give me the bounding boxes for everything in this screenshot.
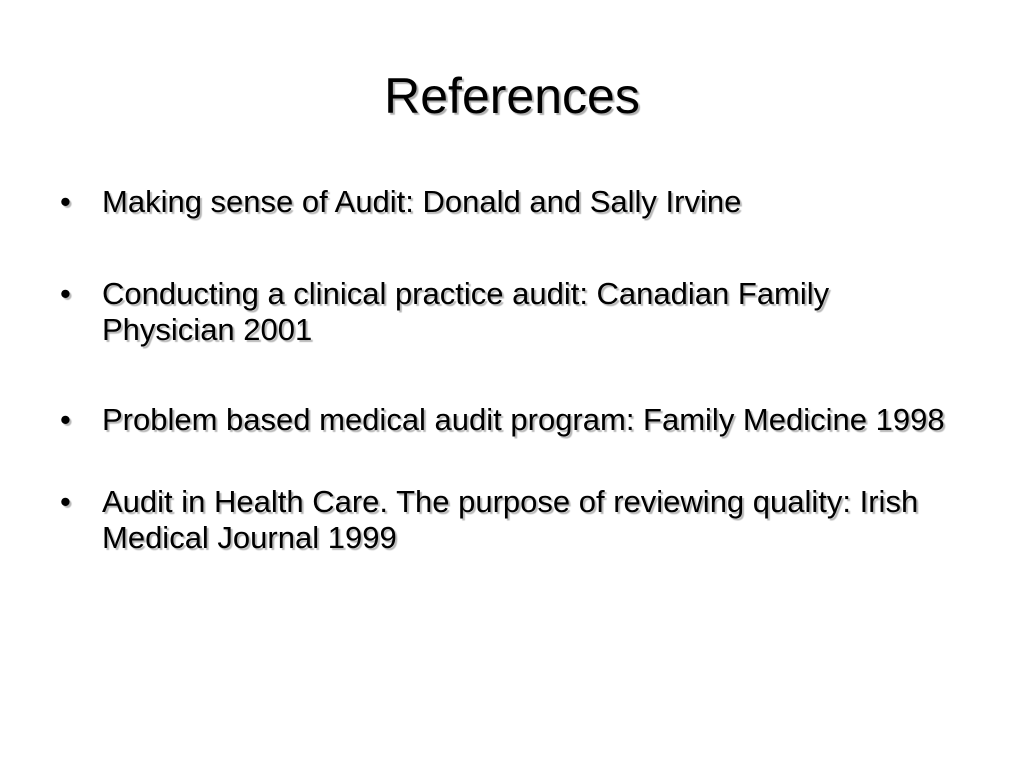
slide-title: References — [384, 68, 640, 124]
bullet-icon: • — [60, 184, 71, 219]
bullet-icon: • — [60, 484, 71, 519]
reference-item — [60, 184, 960, 220]
reference-text: Problem based medical audit program: Family Medicine 1998 — [102, 402, 945, 437]
reference-text: Audit in Health Care. The purpose of reviewing quality: Irish Medical Journal 1999 — [102, 484, 919, 555]
reference-item — [60, 402, 960, 438]
reference-text: Conducting a clinical practice audit: Canadian Family Physician 2001 — [102, 276, 830, 347]
reference-item — [60, 276, 960, 348]
reference-item — [60, 484, 960, 556]
reference-text: Making sense of Audit: Donald and Sally Irvine — [102, 184, 742, 219]
bullet-icon: • — [60, 276, 71, 311]
bullet-icon: • — [60, 402, 71, 437]
